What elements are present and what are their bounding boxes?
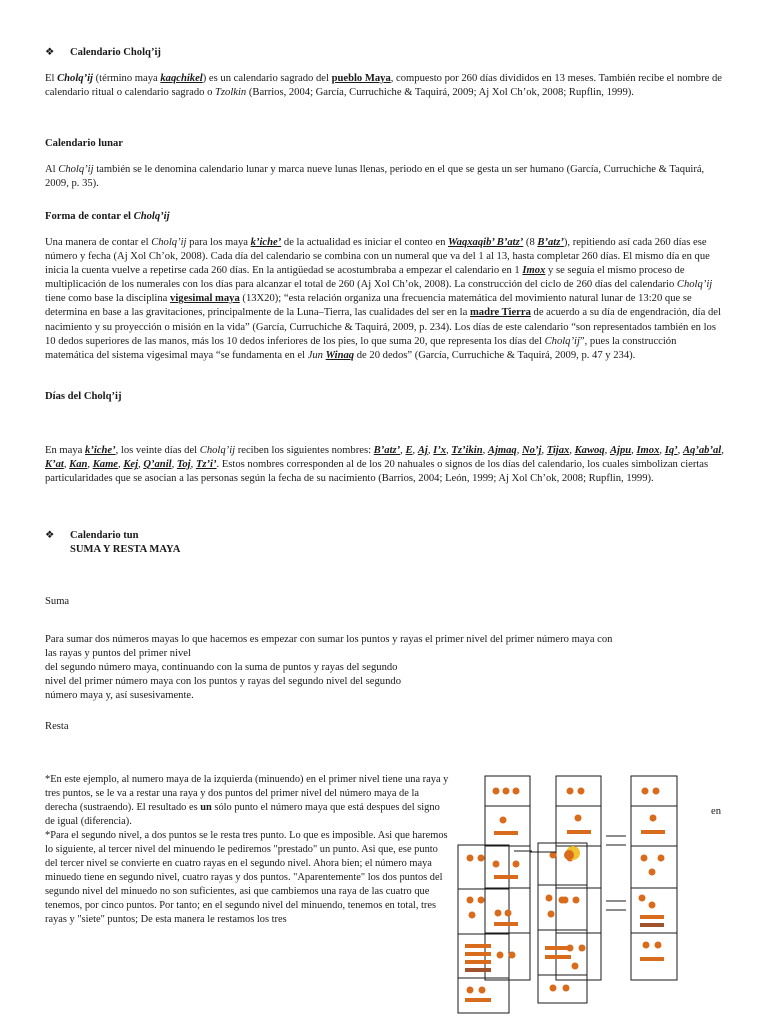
day-name: B’atz’ xyxy=(373,445,401,456)
day-name: K’at xyxy=(45,459,64,471)
day-name: Tz’i’ xyxy=(195,459,217,471)
day-name: Aq’ab’al xyxy=(682,445,722,456)
paragraph-forma-de-contar: Una manera de contar el Cholq’ij para los maya k’iche’ de la actualidad es iniciar el conteo en Waqxaqib’ B’atz’ (8 B’atz’), repitiendo así cada 260 días ese número y fecha (Aj Xol Ch’ok, 2008). Cada día del calendario se combina con un numeral que va del 1 al 13, hasta completar 260 días. El mismo día en que inicia la cuenta vuelve a repetirse cada 260 días. En la antigüedad se acostumbraba a empezar el calendario en 1 Imox y se seguía el mismo proceso de multiplicación de los numerales con los días para alcanzar el total de 260 (Aj Xol Ch’ok, 2008). La construcción del ciclo de 260 días del calendario Cholq’ij tiene como base la disciplina vigesimal maya (13X20); “esta relación organiza una frecuencia matemática del movimiento natural lunar de 13:20 que se determina en base a las gravitaciones, principalmente de la Luna–Tierra, las cualidades del ser en la madre Tierra de acuerdo a su día de engendración, día del nacimiento y su proyección o misión en la vida” (García, Curruchiche & Taquirá, 2009, p. 234). Los días de este calendario “son representados también en los 10 dedos superiores de las manos, más los 10 dedos inferiores de los pies, lo que suma 20, que representa los días del Cholq’ij”, pues la construcción matemática del sistema vigesimal maya “se fundamenta en el Jun Winaq de 20 dedos” (García, Curruchiche & Taquirá, 2009, p. 47 y 234). xyxy=(45,237,721,361)
paragraph-suma: Para sumar dos números mayas lo que hacemos es empezar con sumar los puntos y rayas el primer nivel del primer número maya con las rayas y puntos del primer nivel del segundo número maya, continuando con la suma de puntos y rayas del segundo nivel del primer número maya con los puntos y rayas del segundo nivel del segundo número maya y, así susesivamente. xyxy=(45,634,613,702)
day-name: Iq’ xyxy=(664,445,678,456)
day-names-list: B’atz’, E, Aj, I’x, Tz’ikin, Ajmaq, No’j, Tijax, Kawoq, Ajpu, Imox, Iq’, Aq’ab’al, K’at, Kan, Kame, Kej, Q’anil, Toj, Tz’i’ xyxy=(45,445,724,471)
paragraph-calendario-lunar: Al Cholq’ij también se le denomina calendario lunar y marca nueve lunas llenas, periodo en el que se gesta un ser humano (García, Curruchiche & Taquirá, 2009, p. 35). xyxy=(45,164,705,190)
heading-calendario-lunar: Calendario lunar xyxy=(45,138,123,149)
day-name: Kawoq xyxy=(574,445,605,456)
heading-forma-de-contar: Forma de contar el Cholq’ij xyxy=(45,211,170,222)
heading-suma-y-resta: SUMA Y RESTA MAYA xyxy=(70,544,181,555)
day-name: E xyxy=(405,445,413,456)
paragraph-cholqij-intro: El Cholq’ij (término maya kaqchikel) es un calendario sagrado del pueblo Maya, compuesto por 260 días divididos en 13 meses. También recibe el nombre de calendario ritual o calendario sagrado o Tzolkin (Barrios, 2004; García, Curruchiche & Taquirá, 2009; Aj Xol Ch’ok, 2008; Rupflin, 1999). xyxy=(45,73,722,99)
day-name: Kej xyxy=(123,459,139,471)
day-name: Ajpu xyxy=(609,445,632,456)
day-name: I’x xyxy=(433,445,447,456)
heading-resta: Resta xyxy=(45,721,69,732)
day-name: Q’anil xyxy=(143,459,172,471)
subtrahend-frame xyxy=(538,843,587,1003)
day-name: Tz’ikin xyxy=(451,445,483,456)
day-name: Kame xyxy=(92,459,119,471)
day-name: Tijax xyxy=(546,445,570,456)
diamond-bullet-icon: ❖ xyxy=(45,47,55,58)
day-name: Aj xyxy=(417,445,428,456)
day-name: No’j xyxy=(522,445,542,456)
stray-word-en: en xyxy=(711,806,721,817)
day-name: Kan xyxy=(69,459,88,471)
heading-dias-del-cholqij: Días del Cholq’ij xyxy=(45,391,122,402)
paragraph-dias-del-cholqij: En maya k’iche’, los veinte días del Cholq’ij reciben los siguientes nombres: B’atz’, E, Aj, I’x, Tz’ikin, Ajmaq, No’j, Tijax, Kawoq, Ajpu, Imox, Iq’, Aq’ab’al, K’at, Kan, Kame, Kej, Q’anil, Toj, Tz’i’. Estos nombres corresponden al de los 20 nahuales o signos de los días del calendario, los cuales simbolizan ciertas particularidades que se asocian a las personas según la fecha de su nacimiento (Barrios, 2004; León, 1999; Aj Xol Ch’ok, 2008; Rupflin, 1999). xyxy=(45,445,724,485)
day-name: Imox xyxy=(636,445,660,456)
column-4-frame xyxy=(631,776,677,980)
paragraph-resta-example: *En este ejemplo, al numero maya de la izquierda (minuendo) en el primer nivel tiene una raya y tres puntos, se le va a restar una raya y dos puntos del primer nivel del número maya de la derecha (sustraendo). El resultado es un sólo punto el número maya que está despues del signo de igual (diferencia). *Para el segundo nivel, a dos puntos se le resta tres punto. Lo que es imposible. Asi que haremos lo siguiente, al tercer nivel del minuendo le pediremos "prestado" un punto. Asi que, ese punto del tercer nivel se convierte en cuatro rayas en el segundo nivel. Ahora bien; el número maya minuedo tiene en segundo nivel, cuatro rayas y dos puntos. "Aparentemente" los dos puntos del segundo nivel del minuedo no son suficientes, asi que cambiemos una raya de las cuatro que tenemos, por cinco puntos. Por tanto; en el segundo nivel del minuendo, tenemos en total, tres rayas y "siete" puntos; De esta manera le restamos los tres xyxy=(45,774,449,925)
day-name: Toj xyxy=(176,459,191,471)
heading-suma: Suma xyxy=(45,596,70,607)
day-name: Ajmaq xyxy=(487,445,517,456)
diamond-bullet-icon: ❖ xyxy=(45,530,55,541)
